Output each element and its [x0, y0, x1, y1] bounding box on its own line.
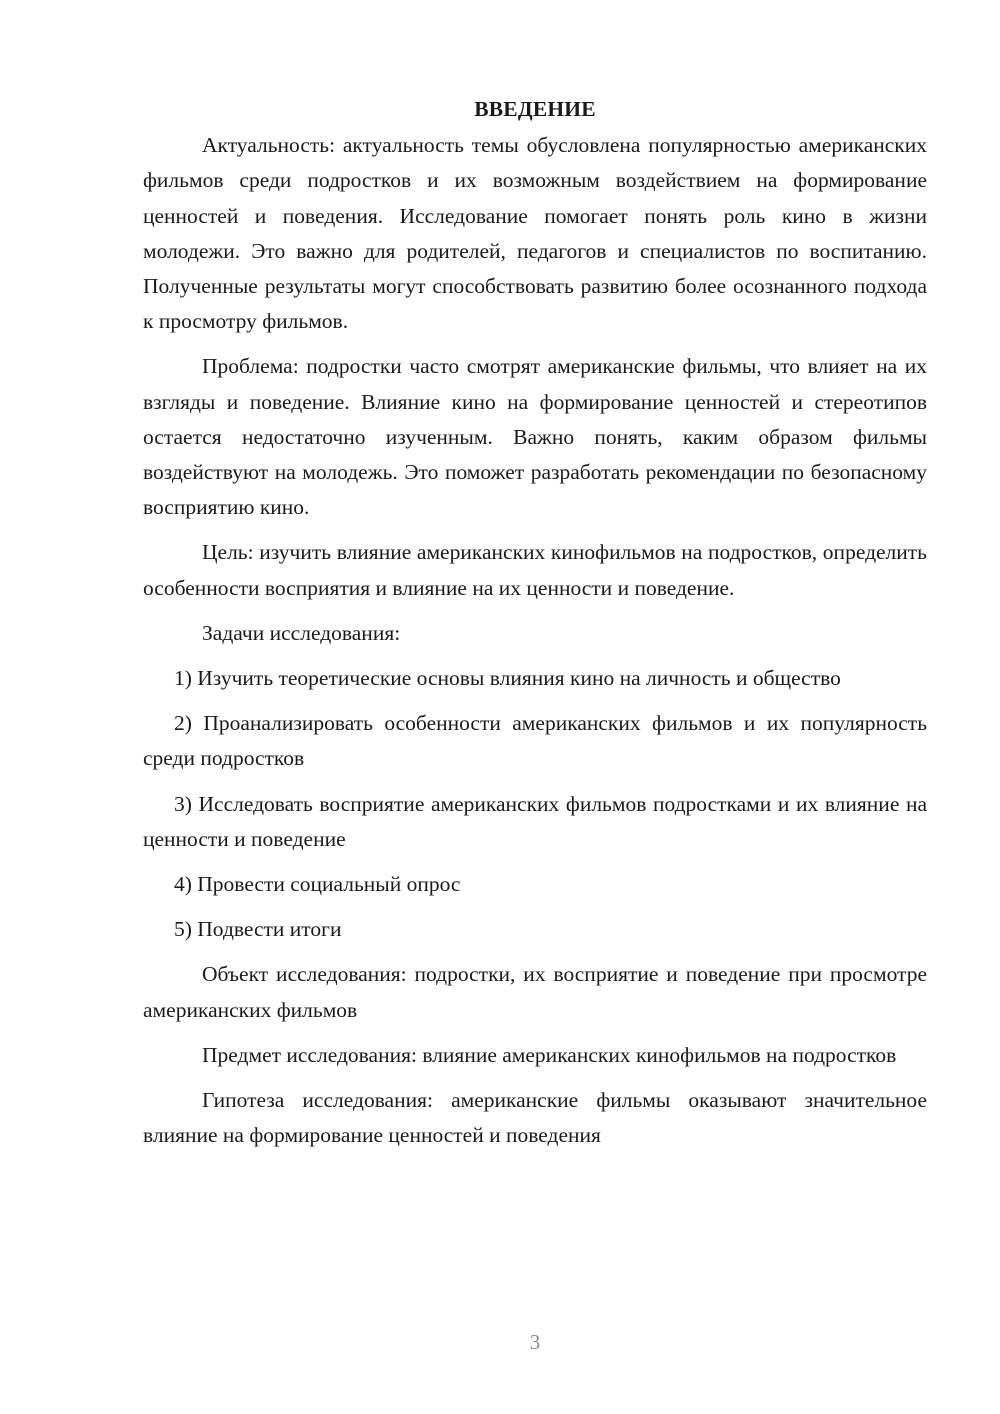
hypothesis-paragraph: Гипотеза исследования: американские фильмы оказывают значительное влияние на формирование ценностей и поведения: [143, 1088, 927, 1148]
goal-paragraph: Цель: изучить влияние американских кинофильмов на подростков, определить особенности восприятия и влияние на их ценности и поведение.: [143, 540, 927, 600]
task-item-3: 3) Исследовать восприятие американских фильмов подростками и их влияние на ценности и поведение: [143, 791, 927, 851]
subject-paragraph: Предмет исследования: влияние американских кинофильмов на подростков: [202, 1042, 897, 1067]
object-paragraph: Объект исследования: подростки, их восприятие и поведение при просмотре американских фильмов: [143, 962, 927, 1022]
page-title: ВВЕДЕНИЕ: [474, 97, 596, 121]
document-page: [143, 92, 927, 1163]
page-number: 3: [529, 1330, 541, 1354]
tasks-heading: Задачи исследования:: [202, 620, 401, 645]
task-item-2: 2) Проанализировать особенности американских фильмов и их популярность среди подростков: [143, 711, 927, 771]
relevance-paragraph: Актуальность: актуальность темы обусловлена популярностью американских фильмов среди подростков и их возможным воздействием на формирование ценностей и поведения. Исследование помогает понять роль кино в жизни молодежи. Это важно для родителей, педагогов и специалистов по воспитанию. Полученные результаты могут способствовать развитию более осознанного подхода к просмотру фильмов.: [143, 133, 927, 334]
problem-paragraph: Проблема: подростки часто смотрят американские фильмы, что влияет на их взгляды и поведение. Влияние кино на формирование ценностей и стереотипов остается недостаточно изученным. Важно понять, каким образом фильмы воздействуют на молодежь. Это поможет разработать рекомендации по безопасному восприятию кино.: [143, 354, 927, 520]
task-item-4: 4) Провести социальный опрос: [174, 872, 461, 897]
task-item-5: 5) Подвести итоги: [174, 917, 342, 942]
task-item-1: 1) Изучить теоретические основы влияния кино на личность и общество: [174, 666, 841, 691]
